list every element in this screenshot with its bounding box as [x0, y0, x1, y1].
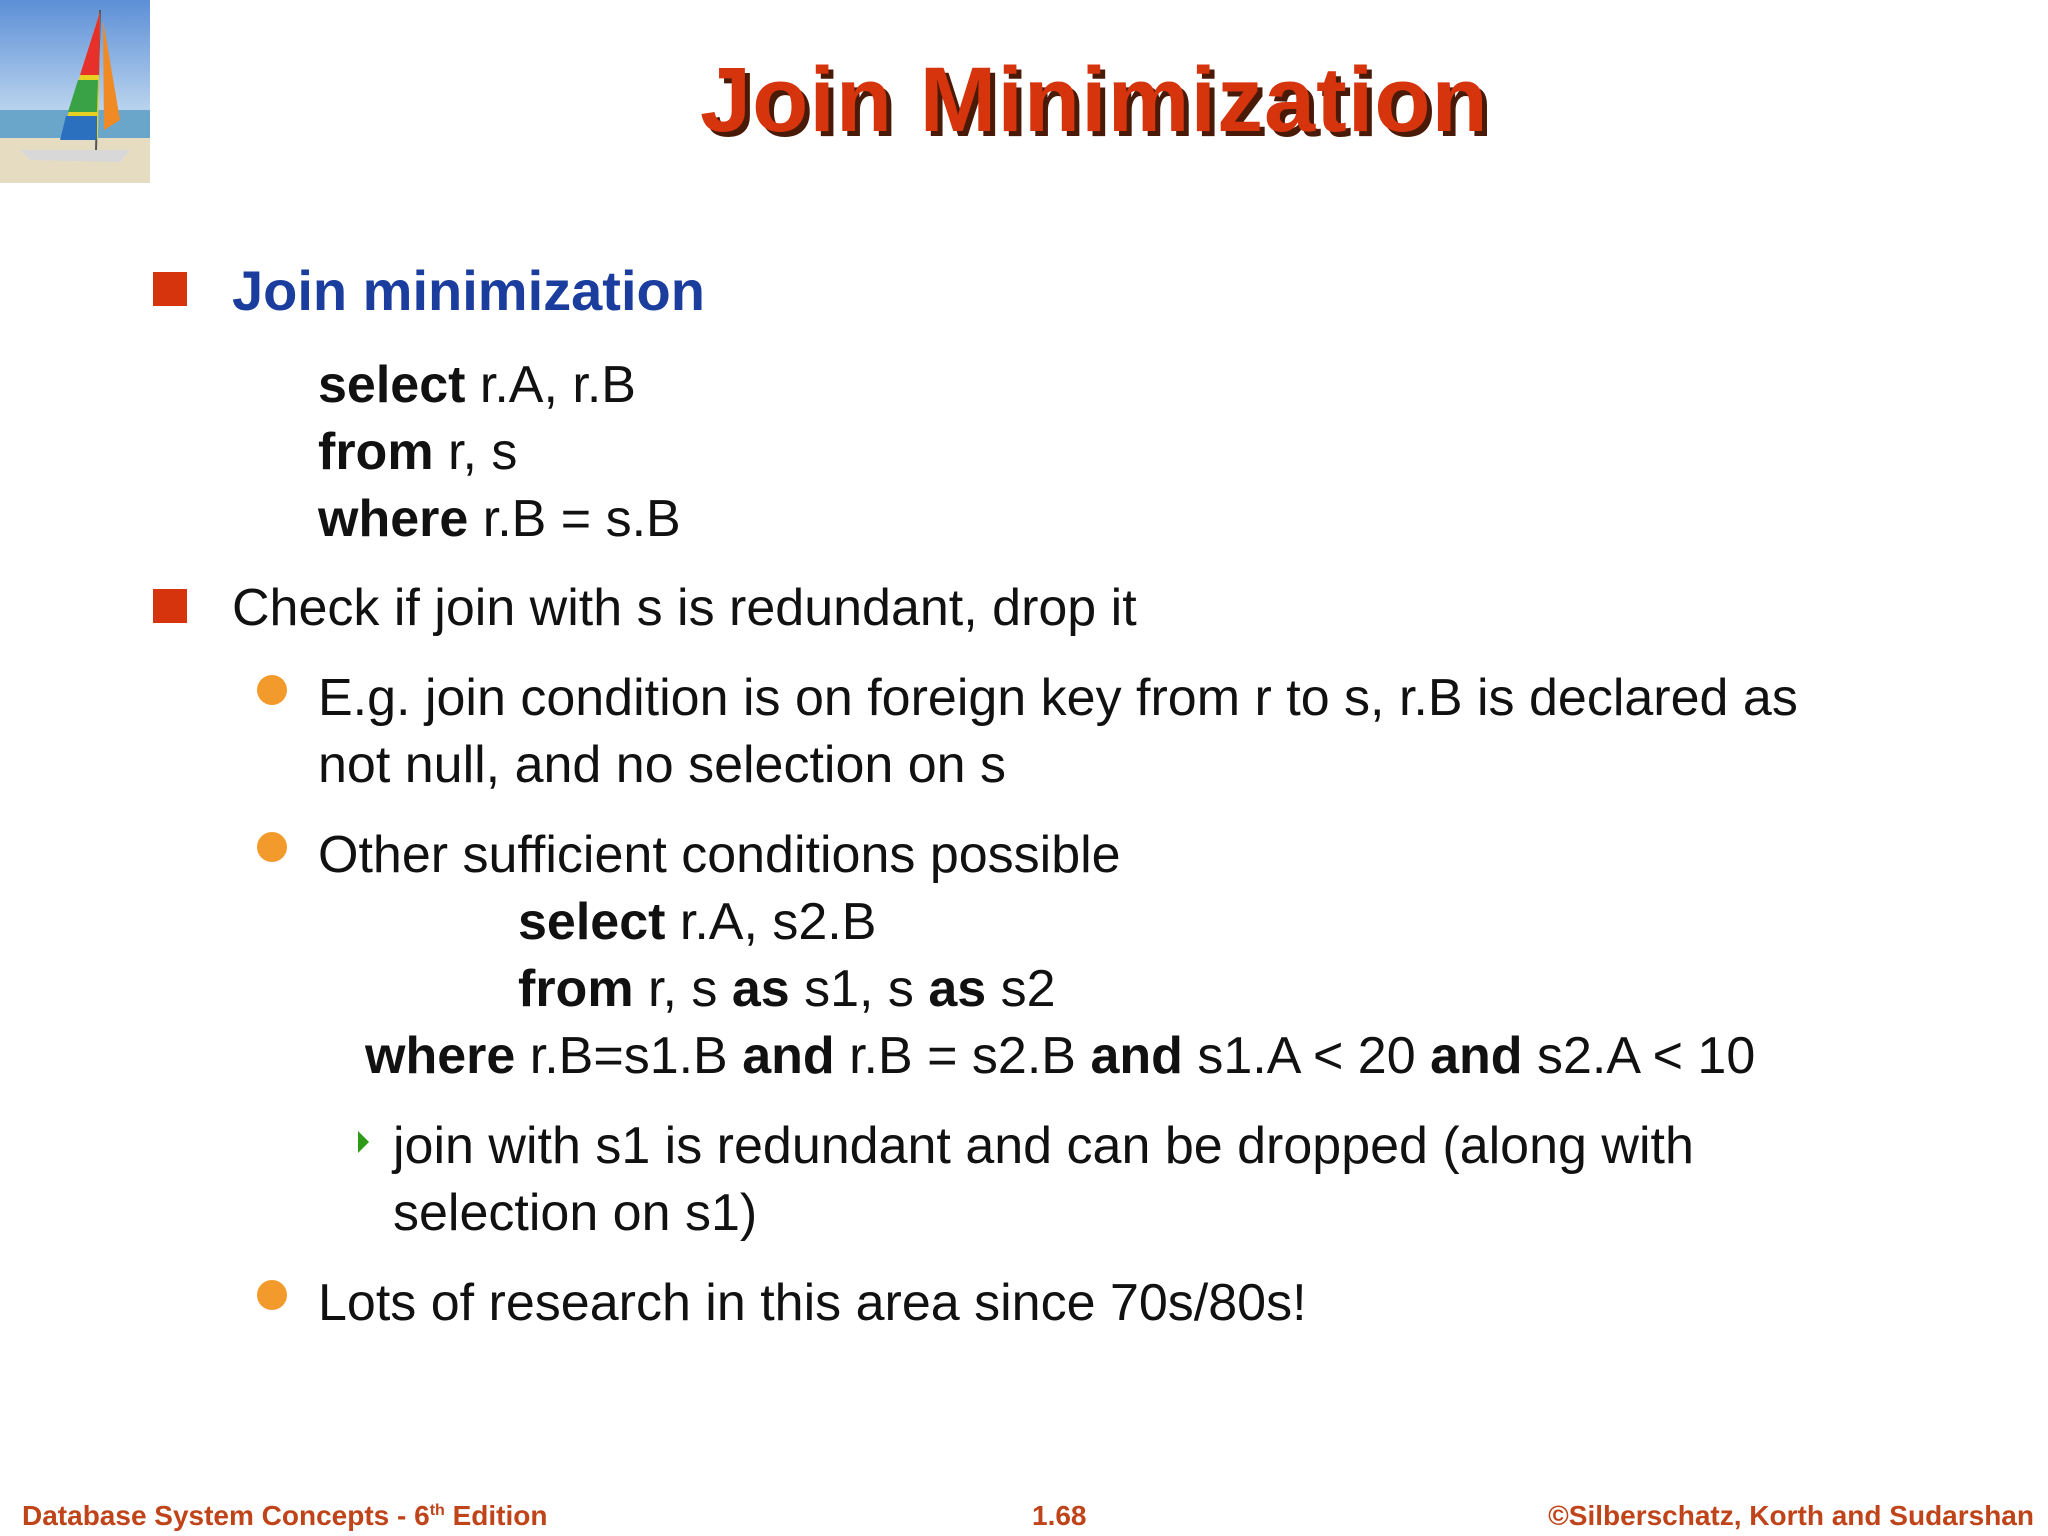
round-bullet — [257, 675, 287, 705]
bullet-heading: Join minimization — [232, 259, 705, 322]
round-bullet — [257, 832, 287, 862]
subsub-bullet-line: selection on s1) — [393, 1184, 758, 1242]
query1-from-line: from r, s — [318, 423, 518, 481]
footer-page-number: 1.68 — [1032, 1500, 1087, 1531]
square-bullet — [153, 589, 187, 623]
query2-where-line: where r.B=s1.B and r.B = s2.B and s1.A < 20 and s2.A < 10 — [365, 1027, 1756, 1085]
bullet-text: Check if join with s is redundant, drop it — [232, 579, 1137, 637]
sub-bullet-text: Lots of research in this area since 70s/80s! — [318, 1274, 1307, 1332]
sub-bullet-line: not null, and no selection on s — [318, 736, 1007, 794]
sailboat-logo — [0, 0, 150, 183]
sub-bullet-line: E.g. join condition is on foreign key from r to s, r.B is declared as — [318, 669, 1798, 727]
subsub-bullet-line: join with s1 is redundant and can be dropped (along with — [393, 1117, 1694, 1175]
round-bullet — [257, 1280, 287, 1310]
sub-bullet-text: Other sufficient conditions possible — [318, 826, 1121, 884]
footer-book-title: Database System Concepts - 6th Edition — [22, 1500, 548, 1531]
slide-title: Join Minimization — [700, 49, 1489, 151]
arrow-bullet — [358, 1131, 369, 1153]
query2-from-line: from r, s as s1, s as s2 — [518, 960, 1056, 1018]
query1-select-line: select r.A, r.B — [318, 356, 636, 414]
square-bullet — [153, 272, 187, 306]
query1-where-line: where r.B = s.B — [318, 490, 681, 548]
query2-select-line: select r.A, s2.B — [518, 893, 877, 951]
footer-copyright: ©Silberschatz, Korth and Sudarshan — [1548, 1500, 2034, 1531]
